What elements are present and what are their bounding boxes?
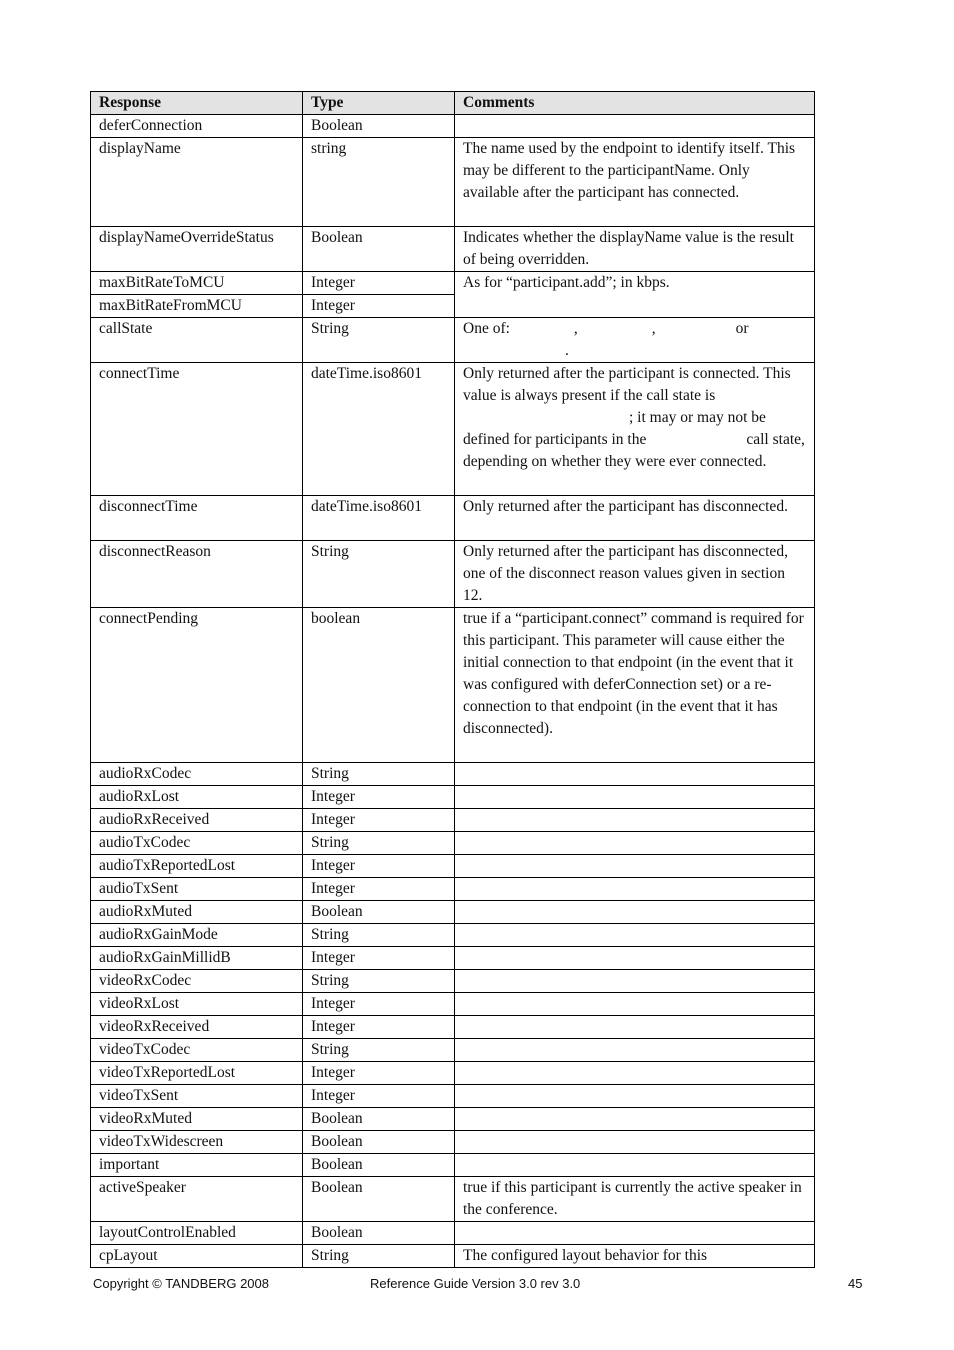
table-row xyxy=(91,878,815,901)
response-name: audioTxCodec xyxy=(91,832,303,855)
table-row xyxy=(91,1131,815,1154)
response-comment xyxy=(455,115,815,138)
column-header-comments: Comments xyxy=(455,92,815,115)
response-name: videoTxCodec xyxy=(91,1039,303,1062)
response-type: String xyxy=(303,1245,455,1268)
response-comment: true if this participant is currently the active speaker in the conference. xyxy=(455,1177,815,1222)
response-comment: Only returned after the participant has disconnected. xyxy=(455,496,815,541)
response-type: String xyxy=(303,924,455,947)
comment-text: Only returned after the participant is connected. This value is always present if the call state is xyxy=(463,365,791,404)
response-comment xyxy=(455,1062,815,1085)
response-name: important xyxy=(91,1154,303,1177)
response-type: String xyxy=(303,318,455,363)
response-comment xyxy=(455,993,815,1016)
response-name: displayNameOverrideStatus xyxy=(91,227,303,272)
response-type: String xyxy=(303,832,455,855)
response-type: Integer xyxy=(303,1062,455,1085)
response-table xyxy=(90,91,815,1268)
table-row xyxy=(91,496,815,541)
table-row xyxy=(91,1177,815,1222)
table-row xyxy=(91,272,815,295)
response-name: layoutControlEnabled xyxy=(91,1222,303,1245)
response-type: Integer xyxy=(303,1085,455,1108)
response-name: audioTxReportedLost xyxy=(91,855,303,878)
response-type: Integer xyxy=(303,295,455,318)
table-row xyxy=(91,608,815,763)
response-type: Integer xyxy=(303,855,455,878)
table-row xyxy=(91,924,815,947)
response-type: Boolean xyxy=(303,227,455,272)
response-type: Integer xyxy=(303,272,455,295)
table-row xyxy=(91,993,815,1016)
response-type: Integer xyxy=(303,993,455,1016)
response-name: videoTxReportedLost xyxy=(91,1062,303,1085)
response-name: audioTxSent xyxy=(91,878,303,901)
footer-document-title: Reference Guide Version 3.0 rev 3.0 xyxy=(370,1276,581,1291)
table-row xyxy=(91,318,815,363)
table-row xyxy=(91,1245,815,1268)
response-name: disconnectTime xyxy=(91,496,303,541)
table-row xyxy=(91,786,815,809)
response-comment: true if a “participant.connect” command is required for this participant. This parameter will cause either the initial connection to that endpoint (in the event that it was configured with deferConnection set) or a re-connection to that endpoint (in the event that it has disconnected). xyxy=(455,608,815,763)
table-row xyxy=(91,1108,815,1131)
response-comment xyxy=(455,1108,815,1131)
response-comment: As for “participant.add”; in kbps. xyxy=(455,272,815,318)
footer-copyright: Copyright © TANDBERG 2008 xyxy=(93,1276,270,1291)
footer-page-number: 45 xyxy=(848,1276,863,1291)
table-row xyxy=(91,138,815,227)
table-row xyxy=(91,763,815,786)
response-type: Boolean xyxy=(303,1154,455,1177)
response-comment xyxy=(455,947,815,970)
response-name: deferConnection xyxy=(91,115,303,138)
response-comment xyxy=(455,786,815,809)
comment-text: ; it may or may not be defined for participants in the xyxy=(463,409,766,448)
table-header-row xyxy=(91,92,815,115)
response-comment: Only returned after the participant has disconnected, one of the disconnect reason values given in section 12. xyxy=(455,541,815,608)
response-type: Integer xyxy=(303,786,455,809)
table-row xyxy=(91,1085,815,1108)
response-name: videoRxMuted xyxy=(91,1108,303,1131)
table-row xyxy=(91,1062,815,1085)
response-name: connectPending xyxy=(91,608,303,763)
response-name: maxBitRateFromMCU xyxy=(91,295,303,318)
response-comment xyxy=(455,901,815,924)
response-name: maxBitRateToMCU xyxy=(91,272,303,295)
response-comment xyxy=(455,809,815,832)
response-name: disconnectReason xyxy=(91,541,303,608)
response-type: String xyxy=(303,970,455,993)
response-type: boolean xyxy=(303,608,455,763)
response-name: videoTxSent xyxy=(91,1085,303,1108)
response-name: audioRxCodec xyxy=(91,763,303,786)
response-name: activeSpeaker xyxy=(91,1177,303,1222)
response-type: Boolean xyxy=(303,901,455,924)
response-comment xyxy=(455,1016,815,1039)
column-header-type: Type xyxy=(303,92,455,115)
response-name: videoTxWidescreen xyxy=(91,1131,303,1154)
response-comment: The configured layout behavior for this xyxy=(455,1245,815,1268)
response-comment xyxy=(455,855,815,878)
comment-text: call state, depending on whether they were ever connected. xyxy=(463,431,805,470)
response-comment xyxy=(455,363,815,496)
table-row xyxy=(91,1016,815,1039)
response-type: Boolean xyxy=(303,1222,455,1245)
comment-text: , xyxy=(573,320,578,337)
response-comment xyxy=(455,1131,815,1154)
response-comment xyxy=(455,318,815,363)
table-row xyxy=(91,809,815,832)
response-comment xyxy=(455,924,815,947)
response-name: audioRxMuted xyxy=(91,901,303,924)
response-type: String xyxy=(303,1039,455,1062)
response-name: audioRxGainMillidB xyxy=(91,947,303,970)
comment-text: or xyxy=(735,320,749,337)
response-type: dateTime.iso8601 xyxy=(303,363,455,496)
table-row xyxy=(91,970,815,993)
response-type: Integer xyxy=(303,947,455,970)
column-header-response: Response xyxy=(91,92,303,115)
response-comment xyxy=(455,763,815,786)
table-row xyxy=(91,1222,815,1245)
response-comment xyxy=(455,832,815,855)
response-comment xyxy=(455,1085,815,1108)
table-row xyxy=(91,115,815,138)
response-type: Integer xyxy=(303,809,455,832)
response-name: videoRxLost xyxy=(91,993,303,1016)
response-comment xyxy=(455,1222,815,1245)
response-name: audioRxGainMode xyxy=(91,924,303,947)
response-name: audioRxReceived xyxy=(91,809,303,832)
response-type: String xyxy=(303,541,455,608)
response-name: cpLayout xyxy=(91,1245,303,1268)
response-name: callState xyxy=(91,318,303,363)
response-type: Boolean xyxy=(303,115,455,138)
table-row xyxy=(91,363,815,496)
response-name: connectTime xyxy=(91,363,303,496)
comment-text: One of: xyxy=(463,320,510,337)
table-row xyxy=(91,947,815,970)
comment-text: . xyxy=(565,342,569,359)
response-name: displayName xyxy=(91,138,303,227)
response-name: audioRxLost xyxy=(91,786,303,809)
table-row xyxy=(91,832,815,855)
response-comment xyxy=(455,970,815,993)
response-type: Boolean xyxy=(303,1108,455,1131)
table-row xyxy=(91,541,815,608)
response-type: Integer xyxy=(303,1016,455,1039)
table-row xyxy=(91,227,815,272)
response-comment: Indicates whether the displayName value is the result of being overridden. xyxy=(455,227,815,272)
response-type: string xyxy=(303,138,455,227)
response-type: Boolean xyxy=(303,1177,455,1222)
response-name: videoRxReceived xyxy=(91,1016,303,1039)
response-type: Integer xyxy=(303,878,455,901)
response-comment xyxy=(455,1154,815,1177)
table-row xyxy=(91,901,815,924)
response-comment xyxy=(455,878,815,901)
response-comment: The name used by the endpoint to identify itself. This may be different to the participantName. Only available after the participant has connected. xyxy=(455,138,815,227)
response-type: String xyxy=(303,763,455,786)
table-row xyxy=(91,855,815,878)
response-name: videoRxCodec xyxy=(91,970,303,993)
response-type: Boolean xyxy=(303,1131,455,1154)
response-comment xyxy=(455,1039,815,1062)
response-type: dateTime.iso8601 xyxy=(303,496,455,541)
table-row xyxy=(91,1039,815,1062)
comment-text: , xyxy=(651,320,656,337)
table-row xyxy=(91,1154,815,1177)
